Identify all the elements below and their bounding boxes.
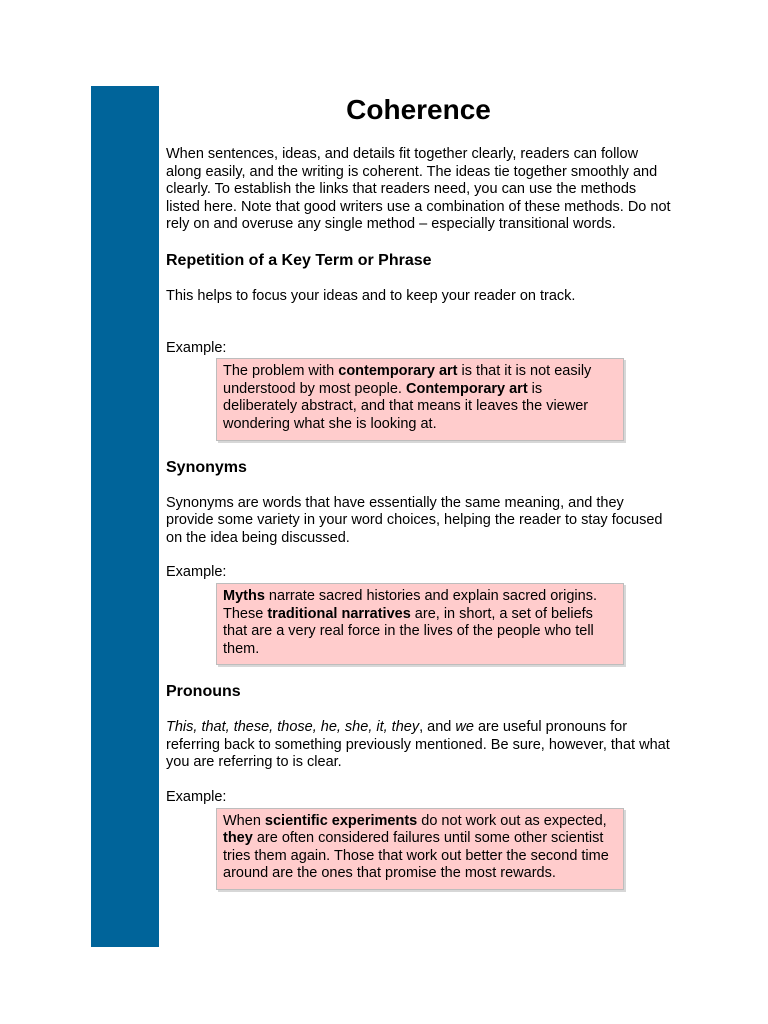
text-run: do not work out as expected, — [417, 812, 607, 829]
text-run: are often considered failures until some other scientist tries them again. Those that work out better the second time around are the ones that promise the most rewards. — [223, 830, 609, 882]
italic-term: This, that, these, those, he, she, it, they — [166, 719, 420, 736]
example-box-synonyms — [216, 583, 624, 665]
text-run: is that it is not easily understood by most people. — [223, 363, 592, 397]
bold-term: Myths — [223, 587, 265, 604]
italic-term: we — [455, 719, 474, 736]
bold-term: contemporary art — [338, 363, 458, 380]
example-label: Example: — [166, 789, 227, 806]
bold-term: scientific experiments — [264, 812, 418, 829]
section-description-synonyms: Synonyms are words that have essentially the same meaning, and they provide some variety in your word choices, helping the reader to stay focused on the idea being discussed. — [166, 494, 663, 546]
example-box-pronouns — [216, 808, 624, 890]
intro-paragraph: When sentences, ideas, and details fit together clearly, readers can follow along easily, and the writing is coherent. The ideas tie together smoothly and clearly. To establish the links that readers need, you can use the methods listed here. Note that good writers use a combination of these methods. Do not rely on and overuse any single method – especially transitional words. — [166, 146, 671, 233]
text-run: When — [223, 812, 265, 829]
text-run: are, in short, a set of beliefs that are a very real force in the lives of the people who tell them. — [223, 605, 594, 657]
text-run: , and — [419, 719, 456, 736]
bold-term: traditional narratives — [267, 605, 411, 622]
side-bar — [91, 86, 159, 947]
document-content — [166, 92, 671, 890]
text-run: is deliberately abstract, and that means it leaves the viewer wondering what she is looking at. — [223, 380, 589, 432]
page-title: Coherence — [346, 94, 491, 125]
example-box-repetition — [216, 358, 624, 440]
bold-term: they — [223, 830, 253, 847]
example-label: Example: — [166, 339, 227, 356]
section-heading-repetition: Repetition of a Key Term or Phrase — [166, 251, 432, 269]
example-label: Example: — [166, 564, 227, 581]
bold-term: Contemporary art — [405, 380, 528, 397]
text-run: The problem with — [223, 363, 339, 380]
section-description-repetition: This helps to focus your ideas and to keep your reader on track. — [166, 287, 576, 304]
section-description-pronouns — [166, 719, 671, 772]
text-run: narrate sacred histories and explain sacred origins. These — [223, 587, 597, 622]
section-heading-synonyms: Synonyms — [166, 458, 247, 476]
text-run: are useful pronouns for referring back to something previously mentioned. Be sure, however, that what you are referring to is clear. — [166, 719, 670, 771]
section-heading-pronouns: Pronouns — [166, 683, 241, 701]
